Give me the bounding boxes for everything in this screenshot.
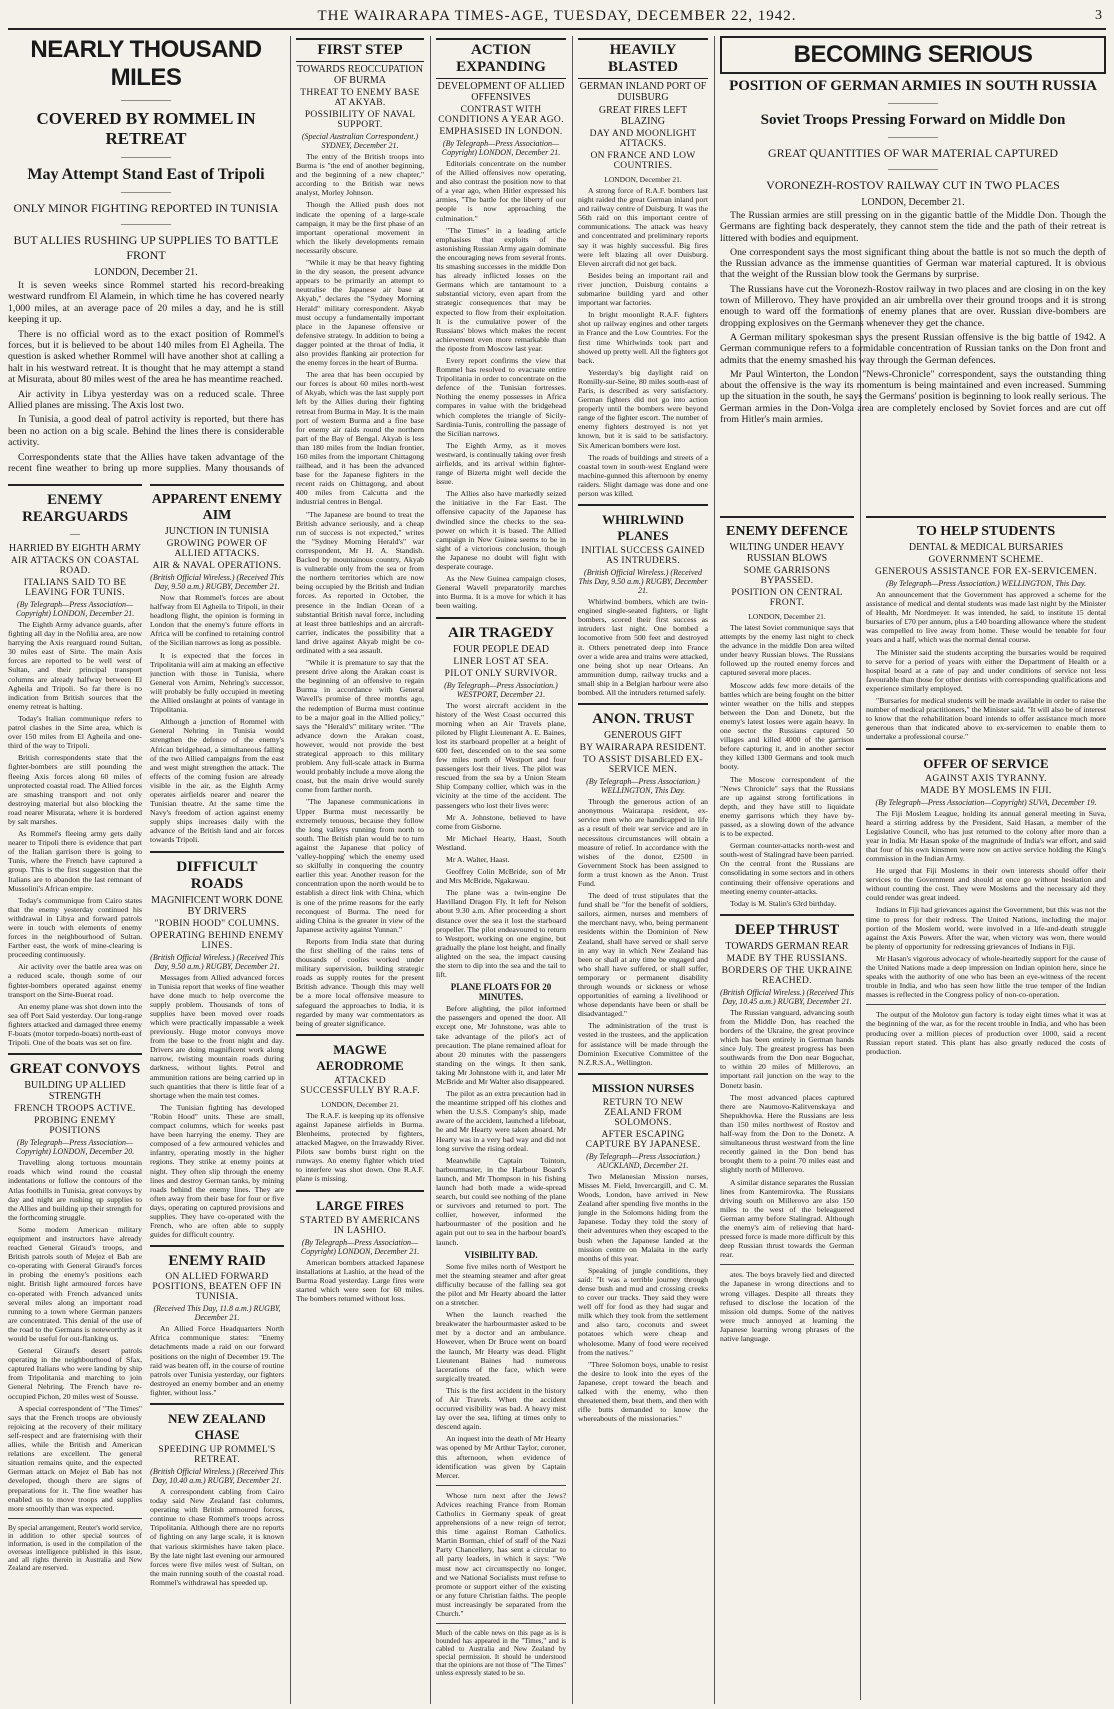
action-subhead-2: CONTRAST WITH CONDITIONS A YEAR AGO.	[438, 105, 564, 125]
students-byline: (By Telegraph—Press Association.) WELLINGTON, This Day.	[885, 579, 1086, 588]
fires-paragraph: American bombers attacked Japanese installations at Lashio, at the head of the Burma Road yesterday. Large fires were started which were seen for 60 miles. The bombers returned without loss.	[296, 1257, 424, 1303]
students-paragraph: An announcement that the Government has approved a scheme for the assistance of medical and dental students was made last night by the Minister of Health, Mr Nordmeyer. It was intended, he said, to institute 15 dental bursaries of £70 per annum, plus a £40 boarding allowance where the student was compelled to live away from home. These would be tenable for four years and a half, which was the normal dental course.	[866, 590, 1106, 645]
burma-paragraph: The entry of the British troops into Burma is "the end of another beginning, and the beginning of a new chapter," according to the British war news analyst, Morley Johnson.	[296, 152, 424, 198]
lead-subhead-1: COVERED BY ROMMEL IN RETREAT	[36, 109, 256, 148]
thrust-subhead-1: TOWARDS GERMAN REAR	[725, 940, 849, 952]
offer-paragraph: Mr Hasan's vigorous advocacy of whole-heartedly support for the cause of the United Nations made a deep impression on Indian opinion here, since he speaks with the authority of one who has been an eye-witness of the recent trouble in India, and who has seen how little the true temper of the Indian masses is reflected in the Congress policy of non-co-operation.	[866, 953, 1106, 1000]
students-subhead-1: DENTAL & MEDICAL BURSARIES	[908, 542, 1064, 553]
students-subhead-2: GOVERNMENT SCHEME.	[928, 555, 1044, 565]
lead-paragraph: There is no official word as to the exact position of Rommel's forces, but it is believed to be about 140 miles from El Agheila. The question is asked whether Rommel will have another shot at calling a halt in his westward retreat. It is thought that he may attempt a stand at Misurata, about 80 miles west of the area he has meantime reached.	[8, 328, 284, 386]
column-rule	[430, 36, 431, 1704]
convoys-byline: (By Telegraph—Press Association—Copyright) LONDON, December 20.	[15, 1138, 135, 1157]
fires-subhead-1: STARTED BY AMERICANS IN LASHIO.	[299, 1215, 421, 1236]
defence-dateline: LONDON, December 21.	[748, 612, 826, 621]
offer-byline: (By Telegraph—Press Association—Copyright) SUVA, December 19.	[875, 797, 1097, 807]
anontrust-paragraph: The administration of the trust is vested in the trustees, and the application for assistance will be made through the Dominion Executive Committee of the N.Z.R.S.A., Wellington.	[578, 1021, 708, 1067]
burma-paragraph: Though the Allied push does not indicate the opening of a large-scale campaign, it may be the first phase of an important operational movement in which the likely developments remain necessarily obscure.	[296, 200, 424, 255]
magwe-dateline: LONDON, December 21.	[321, 1099, 399, 1109]
planefloats-paragraph: Before alighting, the pilot informed the passengers and opened the door. All except one, Mr Johnstone, was able to take advantage of the pilot's act of precaution. The plane remained afloat for about 20 minutes with the passengers standing on the wings. It then sank, taking Mr Johnstone with it, and later Mr McBride and Mr Walter also disappeared.	[436, 1004, 566, 1086]
roads-subhead-2: "ROBIN HOOD" COLUMNS.	[154, 918, 280, 929]
magwe-paragraph: The R.A.F. is keeping up its offensive against Japanese airfields in Burma. Blenheims, protected by fighters, attacked Magwe, on the Irrawaddy River. Pilots saw bombs burst right on the runways. An enemy fighter which tried to interfere was shot down. One R.A.F. plane is missing.	[296, 1110, 424, 1184]
burma-paragraph: "The Japanese are bound to treat the British advance seriously, and a cheap run of success is not expected," writes the "Sydney Morning Herald's" war correspondent, Mr H. A. Standish. Backed by mountainous country, Akyab is vulnerable only from the sea or from the northern territories which are now being occupied by the British and Indian forces. As reported in October, the presence in the Indian Ocean of a substantial British naval force, including at least three battleships and an aircraft-carrier, indicates the possibility that a land drive against Akyab might be co-ordinated with a sea assault.	[296, 509, 424, 655]
blasted-subhead-3: DAY AND MOONLIGHT ATTACKS.	[589, 129, 697, 149]
blasted-paragraph: Besides being an important rail and river junction, Duisburg contains a submarine building yard and other important war factories.	[578, 270, 708, 308]
action-headline: ACTION EXPANDING	[436, 38, 566, 79]
enemy-paragraph: As Rommel's fleeing army gets daily nearer to Tripoli there is evidence that part of the Italian garrison there is going to Tunis, where the French have captured a group. This is the first suggestion that the Italians are to abandon the last remnant of Mussolini's African empire.	[8, 829, 142, 893]
blasted-dateline: LONDON, December 21.	[604, 175, 682, 184]
jews-footnote: Much of the cable news on this page as is is bounded has appeared in the "Times," and is cabled to Australia and New Zealand by special permission. It should be understood that the opinions are not those of "The Times" unless expressly stated to be so.	[436, 1629, 566, 1678]
visibility-paragraph: An inquest into the death of Mr Hearty was opened by Mr Arthur Taylor, coroner, this afternoon, when evidence of identification was given by Captain Mercer.	[436, 1434, 566, 1480]
nzchase-headline: NEW ZEALAND CHASE	[168, 1411, 266, 1442]
convoys-headline: GREAT CONVOYS	[9, 1061, 141, 1078]
enemy-paragraph: British correspondents state that the fighter-bombers are still pounding the fleeing Axis forces along 60 miles of unprotected coastal road. The Allied forces are smashing transport and not only destroying material but also blocking the road nearer Misurata, where it is bordered by salt marshes.	[8, 753, 142, 826]
thrust-paragraph: The Russian vanguard, advancing south from the Middle Don, has reached the borders of the Ukraine, the great province which has been entirely in German hands since July. The greatest progress has been southwards from the Don near Boguchar, to within 20 miles of Millerovo, an important rail junction on the way to the Donetz basin.	[720, 1007, 854, 1090]
blasted-paragraph: In bright moonlight R.A.F. fighters shot up railway engines and other targets in France and the Low Countries. For the first time Whirlwinds took part and showed up pretty well. All the fighters got back.	[578, 310, 708, 365]
mission-paragraph: Two Melanesian Mission nurses, Misses M. Field, Invercargill, and C. M. Woods, London, have arrived in New Zealand after spending five months in the jungle in the Solomons hiding from the Japanese. Today they told the story of their adventures when they escaped to the bush when the Japanese landed at the mission centre on Malaita in the early months of this year.	[578, 1171, 708, 1263]
anontrust-subhead-3: TO ASSIST DISABLED EX-SERVICE MEN.	[583, 755, 703, 776]
serious-subhead-1: POSITION OF GERMAN ARMIES IN SOUTH RUSSIA	[729, 78, 1097, 94]
convoys-subhead-1: BUILDING UP ALLIED STRENGTH	[24, 1080, 126, 1103]
enemy-paragraph: Air activity over the battle area was on a reduced scale, though some of our fighter-bombers operated against enemy transport on the Sirte-Buerat road.	[8, 962, 142, 999]
action-paragraph: As the New Guinea campaign closes, General Wavell preparatorily marches into Burma. It is a move for which it has been waiting.	[436, 574, 566, 611]
magwe-subhead-1: ATTACKED SUCCESSFULLY BY R.A.F.	[300, 1075, 420, 1096]
thrust-tail-paragraph: ates. The boys bravely lied and directed the Japanese in wrong directions and to wrong villages. Despite all threats they refused to disclose the location of the mission old dumps. Some of the natives were much annoyed at learning the Japanese learning wrong phrases of the native language.	[720, 1270, 854, 1343]
defence-paragraph: Today is M. Stalin's 63rd birthday.	[730, 898, 837, 908]
students-subhead-3: GENEROUS ASSISTANCE FOR EX-SERVICEMEN.	[874, 567, 1098, 577]
airtragedy-paragraph: Mr A. Walter, Haast.	[446, 855, 510, 864]
burma-paragraph: "While it is premature to say that the present drive along the Arakan coast is the beginning of an offensive to regain Burma in accordance with General Wavell's promise of three months ago, the redemption of Burma must continue to be a major goal in the Allied policy," says the "Herald's" military writer. "The advance down the Arakan coast, however, would not provide the best strategical approach to this military problem. Any full-scale attack in Burma would probably include a move along the coast, but the main drive would surely come from farther north.	[296, 658, 424, 795]
serious-subhead-4: VORONEZH-ROSTOV RAILWAY CUT IN TWO PLACES	[766, 178, 1060, 192]
offer-paragraph: The Fiji Moslem League, holding its annual general meeting in Suva, heard a stirring address by the President, Said Hasan, a member of the Legislative Council, who has just returned to the colony after more than a year in India. Mr Hasan spoke of the magnitude of India's war effort, and said that four of his own kinsmen were now on active service holding the King's commission in the Indian Army.	[866, 808, 1106, 863]
defence-paragraph: German counter-attacks north-west and south-west of Stalingrad have been parried. On the central front the Russians are consolidating in some sectors and in others continuing their offensive operations and meeting enemy counter-attacks.	[720, 841, 854, 896]
enemy-headline: ENEMY REARGUARDS	[22, 492, 128, 525]
serious-paragraph: A German military spokesman says the present Russian offensive is the big battle of 1942. A German communique refers to a formidable concentration of Russian tanks on the Don front and admits that the enemy smashed his way through the German defences.	[720, 331, 1106, 366]
airtragedy-paragraph: Geoffrey Colin McBride, son of Mr and Mrs McBride, Ngakawau.	[436, 867, 566, 886]
tunisia-byline: (British Official Wireless.) (Received This Day, 9.50 a.m.) RUGBY, December 21.	[150, 573, 284, 591]
enemy-paragraph: The Eighth Army advance guards, after fighting all day in the Nofilia area, are now harrying the Axis rearguard round Sultan, 30 miles east of Sirte. The main Axis forces are reported to be well west of Sultan, and their principal transport columns are already halfway between El Agheila and Tripoli. So far there is no indication from British sources that the enemy retreat is halting.	[8, 620, 142, 711]
magwe-headline: MAGWE AERODROME	[316, 1041, 404, 1073]
lead-paragraph: It is seven weeks since Rommel started his record-breaking westward rundfrom El Alamein, in which time he has covered nearly 1,000 miles, at an average pace of 20 miles a day, and he is still keeping it up.	[8, 280, 284, 326]
roads-headline: DIFFICULT ROADS	[176, 858, 258, 892]
whirlwind-headline: WHIRLWIND PLANES	[602, 512, 684, 544]
mission-subhead-1: RETURN TO NEW ZEALAND FROM SOLOMONS.	[602, 1097, 684, 1128]
blasted-paragraph: A strong force of R.A.F. bombers last night raided the great German inland port and railway centre of Duisburg. It was the 56th raid on this important centre of communications. The attack was heavy and concentrated and preliminary reports say it was highly successful. Big fires were left blazing all over Duisburg. Eleven aircraft did not get back.	[578, 186, 708, 268]
article-enemy-rearguards: ENEMY REARGUARDS — HARRIED BY EIGHTH ARMY AIR ATTACKS ON COASTAL ROAD. ITALIANS SAID TO BE LEAVING FOR TUNIS. (By Telegraph—Press Association—Copyright) LONDON, December 21. The Eighth Army advance guards, after fighting all day in the Nofilia area, are now harrying the Axis rearguard round Sultan, 30 miles east of Sirte. The main Axis forces are reported to be well west of Sultan, and their principal transport columns are already halfway between El Agheila and Tripoli. So far there is no indication from British sources that the enemy retreat is halting. Today's Italian communique refers to patrol clashes in the Sirte area, which is over 150 miles from El Agheila and one-third of the way to Tripoli. British correspondents state that the fighter-bombers are still pounding the fleeing Axis forces along 60 miles of unprotected coastal road. The Allied forces are smashing transport and not only destroying material but also blocking the road nearer Misurata, where it is bordered by salt marshes. As Rommel's fleeing army gets daily nearer to Tripoli there is evidence that part of the Italian garrison there is going to Tunis, where the French have captured a group. This is the first suggestion that the Italians are to abandon the last remnant of Mussolini's African empire. Today's communique from Cairo states that the enemy yesterday continued his withdrawal in Libya and forward patrols were in touch with elements of enemy forces in the neighbourhood of Sultan. Farther east, the work of mine-clearing is proceeding continuously. Air activity over the battle area was on a reduced scale, though some of our fighter-bombers operated against enemy transport on the Sirte-Buerat road. An enemy plane was shot down into the sea off Port Said yesterday. Our long-range fighters attacked and damaged three enemy F-boats (motor torpedo-boats) north-east of Tripoli. One of the boats was set on fire. GREAT CONVOYS BUILDING UP ALLIED STRENGTH FRENCH TROOPS ACTIVE. PROBING ENEMY POSITIONS (By Telegraph—Press Association—Copyright) LONDON, December 20. Travelling along tortuous mountain roads which wind round the coastal indentations or follow the contours of the Atlas foothills in Tunisia, great convoys by day and night are rushing up supplies to the Allies and building up their strength for the forthcoming struggle. Some modern American military equipment and instructors have already reached General Giraud's troops, and British patrols south of Mejez el Bab are co-operating with General Giraud's forces in probing the enemy's positions each night. British light armoured forces have co-operated with French advanced units several miles along an important road running to a town where German panzers are concentrated. This denial of the use of the road to the Germans is noteworthy as it would be useful for out-flanking us. General Giraud's desert patrols operating in the neighbourhood of Sfax, captured Italians who were landing by ship from Tripolitania and marching to join General Nehring. The French have re-occupied Pichon, 20 miles west of Sousse. A special correspondent of "The Times" says that the French troops are obviously rejoicing at the recovery of their military self-respect and are fraternising with their allies, while the British and American relations are excellent. The general situation remains quite, and the expected German attack on Mejez el Bab has not developed, though there are signs of preparations for it. The fine weather has enabled us to move troops and supplies more smoothly than was expected. By special arrangement, Reuter's world service, in addition to other special sources of information, is used in the compilation of the overseas intelligence published in this issue, and all rights therein in Australia and New Zealand are reserved.	[8, 478, 142, 1704]
offer-subhead-1: AGAINST AXIS TYRANNY.	[925, 773, 1047, 784]
students-paragraph: "Bursaries for medical students will be made available in order to raise the number of medical practitioners," the Minister said. "It will also be of interest to know that the rehabilitation board intends to offer assistance much more generous than that indicated above to ex-servicemen to enable them to undertake a professional course."	[866, 696, 1106, 742]
convoys-paragraph: Some modern American military equipment and instructors have already reached General Giraud's troops, and British patrols south of Mejez el Bab are co-operating with General Giraud's forces in probing the enemy's positions each night. British light armoured forces have co-operated with French advanced units several miles along an important road running to a town where German panzers are concentrated. This denial of the use of the road to the Germans is noteworthy as it would be useful for out-flanking us.	[8, 1224, 142, 1343]
blasted-subhead-4: ON FRANCE AND LOW COUNTRIES.	[590, 151, 696, 171]
airtragedy-paragraph: Mr Michael Hearty, Haast, South Westland.	[436, 833, 566, 852]
burma-subhead-3: POSSIBILITY OF NAVAL SUPPORT.	[304, 110, 416, 130]
serious-dateline: LONDON, December 21.	[861, 197, 965, 208]
lead-headline: NEARLY THOUSAND MILES	[30, 36, 262, 91]
visibility-paragraph: This is the first accident in the history of Air Travels. When the accident occurred visibility was bad. A heavy mist lay over the sea, lifting at times only to descend again.	[436, 1385, 566, 1432]
article-first-step	[296, 36, 424, 1704]
anontrust-byline: (By Telegraph—Press Association.) WELLINGTON, This Day.	[586, 777, 700, 796]
burma-paragraph: "The Japanese communications in Upper Burma must necessarily be extremely tenuous, because they follow the long valleys running from north to south. The British plan would be to turn against the Japanese that policy of 'valley-hopping' which the enemy used so skilfully in conquering the country earlier this year. Another reason for the concentration upon the north would be to establish a direct link with China, which is one of the prime reasons for the early reconquest of Burma. The need for aiding China is the greater in view of the Japanese activity against Yunnan."	[296, 797, 424, 934]
airtragedy-paragraph: Mr A. Johnstone, believed to have come from Gisborne.	[436, 812, 566, 831]
mission-paragraph: "Three Solomon boys, unable to resist the desire to look into the eyes of the Japanese, crept toward the beach and talked with the enemy, who then threatened them, beat them, and then with rifle butts demanded to know the whereabouts of the missionaries."	[578, 1359, 708, 1424]
action-paragraph: The Eighth Army, as it moves westward, is continually taking over fresh airfields, and its arrival within fighter-range of Bizerta might well decide the issue.	[436, 440, 566, 487]
convoys-footnote: By special arrangement, Reuter's world service, in addition to other special sources of information, is used in the compilation of the overseas intelligence published in this issue, and all rights therein in Australia and New Zealand are reserved.	[8, 1523, 142, 1572]
whirlwind-subhead-1: INITIAL SUCCESS GAINED AS INTRUDERS.	[581, 546, 705, 567]
tunisia-paragraph: Although a junction of Rommel with General Nehring in Tunisia would strengthen the defence of the enemy's African bridgehead, a simultaneous falling of the two Allied campaigns from the east and west might strengthen the attack. The effects of the coming fusion are already visible in the air, as the Eighth Army operates airfields nearer and nearer the Tunisian theatre. At the same time the Navy's freedom of action against enemy supply ships increases daily with the advance of the British land and air forces towards Tripoli.	[150, 717, 284, 845]
visibility-headline: VISIBILITY BAD.	[464, 1249, 538, 1260]
article-action-expanding	[436, 36, 566, 1704]
enemy-subhead-1: HARRIED BY EIGHTH ARMY	[8, 543, 142, 554]
students-paragraph: The Minister said the students accepting the bursaries would be required to serve for a period of years with either the Department of Health or a hospital board at a rate of pay and under conditions of service not less favourable than those for other dentists with corresponding qualifications and experience similarly employed.	[866, 647, 1106, 693]
roads-byline: (British Official Wireless.) (Received This Day, 9.50 a.m.) RUGBY, December 21.	[150, 952, 284, 971]
mission-paragraph: Speaking of jungle conditions, they said: "It was a terrible journey through dense bush and mud and crossing creeks to cover our tracks. They said they were well off for food as they had sugar and milk which they took from the settlement and also taro, coconuts and sweet potatoes which were cheap and wholesome. Many of food were received from the natives."	[578, 1265, 708, 1357]
tunisia-paragraph: Now that Rommel's forces are about halfway from El Agheila to Tripoli, in their headlong flight, the opinion is forming in London that the enemy's future efforts in Africa will be confined to retaining control of the Sicilian narrows as long as possible.	[150, 593, 284, 648]
burma-headline: FIRST STEP	[296, 38, 424, 62]
offer-paragraph: Indians in Fiji had grievances against the Government, but this was not the time to press for their redress. The United Nations, including the major portion of the Moslem world, were involved in a life-and-death struggle against the Axis Powers. After the war, when victory was won, there would be plenty of opportunity for redressing grievances of Indians in Fiji.	[866, 905, 1106, 951]
defence-paragraph: Moscow adds few more details of the battles which are being fought on the bitter winter weather on the hills and steppes between the Don and Donetz, but the enemy's latest losses were again heavy. In one sector the Russians captured 50 villages and killed 4000 of the garrison before capturing it, and in another sector they killed 1300 Germans and took much booty.	[720, 680, 854, 772]
enemy-paragraph: Today's Italian communique refers to patrol clashes in the Sirte area, which is over 150 miles from El Agheila and one-third of the way to Tripoli.	[8, 713, 142, 751]
convoys-paragraph: Travelling along tortuous mountain roads which wind round the coastal indentations or follow the contours of the Atlas foothills in Tunisia, great convoys by day and night are rushing up supplies to the Allies and building up their strength for the forthcoming struggle.	[8, 1158, 142, 1222]
action-paragraph: The Allies also have markedly seized the initiative in the Far East. The offensive capacity of the Japanese has dwindled since the checks to the sea-power on which it is based. The Allied campaign in New Guinea seems to be in sight of a victorious conclusion, though the Japanese no doubt will fight with desperate courage.	[436, 489, 566, 572]
fires-byline: (By Telegraph—Press Association—Copyright) LONDON, December 21.	[300, 1237, 420, 1256]
lead-paragraph: In Tunisia, a good deal of patrol activity is reported, but there has been no action on a big scale. Behind the lines there is considerable activity.	[8, 414, 284, 449]
thrust-subhead-3: BORDERS OF THE UKRAINE REACHED.	[721, 965, 853, 986]
mission-headline: MISSION NURSES	[591, 1080, 695, 1095]
airtragedy-subhead-3: PILOT ONLY SURVIVOR.	[444, 668, 558, 679]
lead-article: NEARLY THOUSAND MILES ————— COVERED BY ROMMEL IN RETREAT ————— May Attempt Stand East of Tripoli ————— ONLY MINOR FIGHTING REPORTED IN TUNISIA ————— BUT ALLIES RUSHING UP SUPPLIES TO BATTLE FRONT LONDON, December 21. It is seven weeks since Rommel started his record-breaking westward rundfrom El Alamein, in which time he has covered nearly 1,000 miles, at an average pace of 20 miles a day, and he is still keeping it up. There is no official word as to the exact position of Rommel's forces, but it is believed to be about 140 miles from El Agheila. The question is asked whether Rommel will have another shot at calling a halt in his westward retreat. It is thought that he may attempt a stand at Misurata, about 80 miles west of the area he has meantime reached. Air activity in Libya yesterday was on a reduced scale. Three Allied planes are missing. The Axis lost two. In Tunisia, a good deal of patrol activity is reported, but there has been no action on a big scale. Behind the lines there is considerable activity. Correspondents state that the Allies have taken advantage of the recent fine weather to bring up more supplies. Many thousands of	[8, 36, 284, 476]
airtragedy-byline: (By Telegraph—Press Association.) WESTPORT, December 21.	[444, 680, 558, 699]
masthead	[8, 6, 1106, 30]
blasted-paragraph: The roads of buildings and streets of a coastal town in south-west England were machine-gunned this afternoon by enemy raiders. Slight damage was done and one person was killed.	[578, 452, 708, 498]
roads-subhead-1: MAGNIFICENT WORK DONE BY DRIVERS	[151, 894, 283, 917]
column-rule	[714, 36, 715, 1704]
nzchase-subhead-1: SPEEDING UP ROMMEL'S RETREAT.	[158, 1445, 276, 1465]
burma-paragraph: The area that has been occupied by our forces is about 60 miles north-west of Akyab, which was the last supply port left by the Allies during their fighting retreat from Burma in May. It is the main port of western Burma and a fine base for enemy air raids round the northern part of the Bay of Bengal. Akyab is less than 180 miles from the Indian frontier, 160 miles from the important Chittagong railhead, and it has been the advanced base for the Japanese fighters in the recent raids on Chittagong, and about 400 miles from Calcutta and the industrial centres in Bengal.	[296, 370, 424, 507]
action-paragraph: Every report confirms the view that Rommel has resolved to evacuate entire Tripolitania in order to concentrate on the defence of the Tunisian fortresses. Nothing the enemy possesses in Africa compares in value with the bridgehead which completes the triangle of Sicily-Sardinia-Tunis, controlling the passage of the Sicilian narrows.	[436, 355, 566, 438]
action-paragraph: "The Times" in a leading article emphasises that exploits of the astonishing Russian Army again dominate the encouraging news from several fronts. Its smashing successes in the middle Don has already inflicted losses on the Germans which are tantamount to a substantial victory, even apart from the strategic consequences that may be expected to flow from their exploitation. It is the cumulative power of the Russians' blows which makes the recent achievement even more remarkable than the riposte from Moscow last year.	[436, 225, 566, 353]
anontrust-headline: ANON. TRUST	[592, 711, 694, 728]
defence-headline: ENEMY DEFENCE	[726, 524, 848, 539]
offer-headline: OFFER OF SERVICE	[923, 755, 1049, 771]
thrust-paragraph: A similar distance separates the Russian lines from Kantemirovka. The Russians driving south on Millerovo are also 150 miles to the west of the beleaguered German army before Stalingrad. Although the enemy's aim of relieving that hard-pressed force is made more difficult by this deep Russian thrust towards the German rear.	[720, 1177, 854, 1260]
serious-paragraph: One correspondent says the most significant thing about the battle is not so much the depth of the Russian advance as the immense quantities of German war material captured. It is obvious that the weight of the Russian blow took the Germans by surprise.	[720, 246, 1106, 281]
defence-paragraph: The latest Soviet communique says that attempts by the enemy last night to check the advance in the middle Don area wilted under heavy Russian blows. The Russians followed up the routed enemy forces and captured several more places.	[720, 623, 854, 678]
article-apparent-enemy-aim	[150, 478, 284, 1704]
lead-subhead-4: BUT ALLIES RUSHING UP SUPPLIES TO BATTLE FRONT	[13, 233, 279, 262]
column-rule	[860, 300, 861, 1700]
airtragedy-paragraph: The worst aircraft accident in the history of the West Coast occurred this morning when an Air Travels plane, piloted by Flight Lieutenant A. E. Baines, lost its starboard propeller at a height of 600 feet, descended on to the sea some few miles north of Westport and four passengers lost their lives. The pilot was rescued from the sea by a Union Steam Ship Company collier, which was in the vicinity at the time of the accident. The passengers who lost their lives were:	[436, 700, 566, 810]
action-subhead-1: DEVELOPMENT OF ALLIED OFFENSIVES	[437, 81, 565, 103]
airtragedy-paragraph: The plane was a twin-engine De Havilland Dragon Fly. It left for Nelson about 9.30 a.m. After proceeding a short distance over the sea it lost the starboard propeller. The pilot endeavoured to return to Westport, working on one engine, but gradually the plane lost height, and finally alighted on the sea, the impact causing the stern to dip into the sea and the tail to lift.	[436, 888, 566, 980]
masthead-title: THE WAIRARAPA TIMES-AGE, TUESDAY, DECEMBER 22, 1942.	[317, 8, 797, 24]
airtragedy-headline: AIR TRAGEDY	[448, 624, 554, 641]
article-heavily-blasted	[578, 36, 708, 1704]
column-rule	[290, 36, 291, 1704]
page-number: 3	[1095, 8, 1102, 23]
burma-subhead-2: THREAT TO ENEMY BASE AT AKYAB.	[300, 88, 420, 108]
enemy-byline: (By Telegraph—Press Association—Copyright) LONDON, December 21.	[15, 600, 135, 618]
convoys-subhead-2: FRENCH TROOPS ACTIVE.	[14, 1104, 136, 1115]
tunisia-headline: APPARENT ENEMY AIM	[151, 492, 283, 523]
burma-byline: (Special Australian Correspondent.) SYDNEY, December 21.	[301, 132, 419, 150]
tunisia-subhead-3: AIR & NAVAL OPERATIONS.	[152, 561, 282, 571]
anontrust-subhead-1: GENEROUS GIFT	[603, 730, 683, 742]
article-becoming-serious: BECOMING SERIOUS POSITION OF GERMAN ARMIES IN SOUTH RUSSIA ————— Soviet Troops Pressing Forward on Middle Don ————— GREAT QUANTITIES OF WAR MATERIAL CAPTURED ————— VORONEZH-ROSTOV RAILWAY CUT IN TWO PLACES LONDON, December 21. The Russian armies are still pressing on in the gigantic battle of the Middle Don. Though the Germans are fighting back desperately, they cannot stem the tide and the path of their retreat is littered with bodies and equipment. One correspondent says the most significant thing about the battle is not so much the depth of the Russian advance as the immense quantities of German war material captured. It is obvious that the weight of the Russian blow took the Germans by surprise. The Russians have cut the Voronezh-Rostov railway in two places and are closing in on the key town of Millerovo. They have provided an air umbrella over their ground troops and it is strong enough to ward off the formations of enemy planes that are over. Russian dive-bombers are dropping explosives on the Germans whenever they get the chance. A German military spokesman says the present Russian offensive is the big battle of 1942. A German communique refers to a formidable concentration of Russian tanks on the Don front and admits that the enemy smashed his way through the German defences. Mr Paul Winterton, the London "News-Chronicle" correspondent, says the outstanding thing about the offensive is the way its momentum is being maintained and even increased. Summing up the situation in the south, he says the Germans' position is beginning to look really serious. The German armies in the Don-Volga area are completely enclosed by Soviet forces and are cut off from Hitler's main armies.	[720, 36, 1106, 506]
blasted-subhead-2: GREAT FIRES LEFT BLAZING	[598, 105, 688, 127]
burma-paragraph: "While it may be that heavy fighting in the dry season, the present advance appears to be primarily an attempt to neutralise the Japanese air base at Akyab," declares the "Sydney Morning Herald" military correspondent. Akyab must occupy a fundamentally important place in the Japanese offensive or defensive strategy. In addition to being a dagger pointed at the throat of India, it also provides flanking air protection for the enemy forces in the heart of Burma.	[296, 258, 424, 368]
convoys-subhead-3: PROBING ENEMY POSITIONS	[34, 1116, 116, 1137]
whirlwind-byline: (British Official Wireless.) (Received This Day, 9.50 a.m.) RUGBY, December 21.	[578, 568, 708, 596]
anontrust-paragraph: The deed of trust stipulates that the fund shall be "for the benefit of soldiers, sailors, airmen, nurses and members of the merchant navy, who, being permanent residents within the Dominion of New Zealand, shall have served or shall serve in any way in which New Zealand has been or shall at any time be engaged and who shall have suffered, or shall suffer, temporary or permanent disability through wounds or sickness or whose opportunities of earning a livelihood or whose dependants have been or shall be disadvantaged."	[578, 891, 708, 1019]
offer-subhead-2: MADE BY MOSLEMS IN FIJI.	[920, 785, 1052, 796]
anontrust-subhead-2: BY WAIRARAPA RESIDENT.	[579, 743, 707, 754]
mission-byline: (By Telegraph—Press Association.) AUCKLAND, December 21.	[586, 1151, 700, 1170]
lead-dateline: LONDON, December 21.	[94, 267, 198, 278]
convoys-paragraph: A special correspondent of "The Times" says that the French troops are obviously rejoicing at the recovery of their military self-respect and are fraternising with their allies, while the British and American relations are excellent. The general situation remains quite, and the expected German attack on Mejez el Bab has not developed, though there are signs of preparations for it. The fine weather has enabled us to move troops and supplies more smoothly than was expected.	[8, 1403, 142, 1513]
raid-byline: (Received This Day, 11.8 a.m.) RUGBY, December 21.	[153, 1304, 281, 1323]
article-to-help-students	[866, 510, 1106, 1704]
molotov-paragraph: The output of the Molotov gun factory is today eight times what it was at the beginning of the war, as for the recent trouble in India, and who has been producing over a million pieces of production over 1000, said a recent Russian report stated. This plant has also greatly reduced the costs of production.	[866, 1010, 1106, 1056]
whirlwind-paragraph: Whirlwind bombers, which are twin-engined single-seated fighters, or light bombers, scored their first success as intruders last night. One bombed a locomotive from 500 feet and destroyed it. Others penetrated deep into France over a wide area and trains were attacked, one being shot up near Orleans. An ammunition dump, railway trucks and a small ship in a Belgian harbour were also bombed. All the intruders returned safely.	[578, 597, 708, 698]
burma-subhead-1: TOWARDS REOCCUPATION OF BURMA	[297, 64, 423, 86]
serious-paragraph: Mr Paul Winterton, the London "News-Chronicle" correspondent, says the outstanding thing about the offensive is the way its momentum is being maintained and even increased. Summing up the situation in the south, he says the Germans' position is beginning to look really serious. The German armies in the Don-Volga area are completely enclosed by Soviet forces and are cut off from Hitler's main armies.	[720, 368, 1106, 426]
mission-subhead-2: AFTER ESCAPING CAPTURE BY JAPANESE.	[585, 1129, 701, 1150]
raid-subhead-1: ON ALLIED FORWARD POSITIONS, BEATEN OFF IN TUNISIA.	[152, 1272, 282, 1303]
planefloats-paragraph: Meanwhile Captain Tointon, harbourmaster, in the Harbour Board's launch, and Mr Thompson in his fishing launch had both made a wide-spread search, but could see nothing of the plane or survivors and returned to port. The collier, however, informed the harbourmaster of the position and he again put out to sea in the harbour board's launch.	[436, 1155, 566, 1247]
convoys-paragraph: General Giraud's desert patrols operating in the neighbourhood of Sfax, captured Italians who were landing by ship from Tripolitania and marching to join General Nehring. The French have re-occupied Pichon, 20 miles west of Sousse.	[8, 1346, 142, 1401]
roads-paragraph: Messages from Allied advanced forces in Tunisia report that weeks of fine weather have done much to help overcome the supply problem. Thousands of tons of supplies have been moved over roads which were practically impassable a week previously. Huge motor convoys move from the base to the front night and day. Drivers are doing magnificent work along narrow, twisting mountain roads during darkness, without lights. Petrol and ammunition rations are being carried up in such quantities that there is little fear of a shortage when the main test comes.	[150, 972, 284, 1100]
thrust-headline: DEEP THRUST	[734, 921, 840, 938]
planefloats-paragraph: The pilot as an extra precaution had in the meantime stripped off his clothes and when the U.S.S. Company's ship, made aware of the accident, launched a lifeboat, he and Mr Hearty were taken aboard. Mr Hearty was in a very bad way and did not long survive the rising ordeal.	[436, 1089, 566, 1153]
thrust-paragraph: The most advanced places captured there are Naumovo-Kalitvenskaya and Shepukhovka. Here the Russians are less than 150 miles northwest of Rostov and half-way from the Don to the Donetz. A simultaneous thrust westward from the line recently gained in the Don bend has brought them to a point 70 miles east and slightly north of Millerovo.	[720, 1092, 854, 1175]
action-subhead-3: EMPHASISED IN LONDON.	[439, 127, 563, 137]
serious-subhead-2: Soviet Troops Pressing Forward on Middle Don	[760, 112, 1066, 128]
action-byline: (By Telegraph—Press Association—Copyright) LONDON, December 21.	[441, 139, 561, 157]
visibility-paragraph: Some five miles north of Westport he met the steaming steamer and after great difficulty because of the falling sea got the pilot and Mr Hearty aboard the latter on a stretcher.	[436, 1261, 566, 1308]
visibility-paragraph: When the launch reached the breakwater the harbourmaster asked to be met by a doctor and an ambulance. However, when Dr Bruce went on board the launch, Mr Hearty was dead. Flight Lieutenant Baines had numerous lacerations of the face, which were surgically treated.	[436, 1310, 566, 1383]
serious-headline: BECOMING SERIOUS	[793, 41, 1033, 68]
defence-subhead-1: WILTING UNDER HEAVY RUSSIAN BLOWS	[729, 542, 845, 564]
defence-subhead-3: POSITION ON CENTRAL FRONT.	[731, 588, 843, 608]
tunisia-subhead-1: JUNCTION IN TUNISIA	[164, 526, 270, 537]
airtragedy-subhead-1: FOUR PEOPLE DEAD	[452, 643, 550, 655]
nzchase-byline: (British Official Wireless.) (Received This Day, 10.40 a.m.) RUGBY, December 21.	[150, 1467, 284, 1485]
anontrust-paragraph: Through the generous action of an anonymous Wairarapa resident, ex-service men who are handicapped in life as a result of their war service and are in necessitous circumstances will obtain a measure of relief. In accordance with the wishes of the donor, £2500 in Government Stock has been assigned to form a trust known as the Anon. Trust Fund.	[578, 797, 708, 888]
lead-subhead-2: May Attempt Stand East of Tripoli	[27, 166, 265, 183]
action-paragraph: Editorials concentrate on the number of the Allied offensives now operating, and also contrast the position now to that of a year ago, when Hitler expressed his armies, "The battle for the liberty of our people is now approaching the culmination."	[436, 159, 566, 223]
defence-paragraph: The Moscow correspondent of the "News Chronicle" says that the Russians are up against strong fortifications in depth, and they have still to liquidate enemy garrisons which they have by-passed, as a slowing down of the advance is to be expected.	[720, 774, 854, 839]
fires-headline: LARGE FIRES	[316, 1197, 404, 1213]
lead-subhead-3: ONLY MINOR FIGHTING REPORTED IN TUNISIA	[13, 201, 279, 215]
article-enemy-defence	[720, 510, 854, 1704]
defence-subhead-2: SOME GARRISONS BYPASSED.	[743, 566, 831, 586]
raid-headline: ENEMY RAID	[168, 1253, 266, 1270]
serious-paragraph: The Russian armies are still pressing on in the gigantic battle of the Middle Don. Though the Germans are fighting back desperately, they cannot stem the tide and the path of their retreat is littered with bodies and equipment.	[720, 210, 1106, 244]
serious-paragraph: The Russians have cut the Voronezh-Rostov railway in two places and are closing in on the key town of Millerovo. They have provided an air umbrella over their ground troops and it is strong enough to ward off the formations of enemy planes that are over. Russian dive-bombers are dropping explosives on the Germans whenever they get the chance.	[720, 283, 1106, 329]
enemy-paragraph: An enemy plane was shot down into the sea off Port Said yesterday. Our long-range fighters attacked and damaged three enemy F-boats (motor torpedo-boats) north-east of Tripoli. One of the boats was set on fire.	[8, 1001, 142, 1048]
enemy-paragraph: Today's communique from Cairo states that the enemy yesterday continued his withdrawal in Libya and forward patrols were in touch with elements of enemy forces in the neighbourhood of Sultan. Farther east, the work of mine-clearing is proceeding continuously.	[8, 895, 142, 960]
serious-subhead-3: GREAT QUANTITIES OF WAR MATERIAL CAPTURED	[767, 146, 1059, 160]
tunisia-paragraph: It is expected that the forces in Tripolitania will aim at making an effective junction with those in Tunisia, where General von Arnim, Nehring's successor, will probably be fully occupied in meeting the Allied onslaught at points of vantage in Tripolitania.	[150, 650, 284, 715]
raid-paragraph: An Allied Force Headquarters North Africa communique states: "Enemy detachments made a raid on our forward positions on the night of December 19. The raid was beaten off, in the course of routine patrols over Tunisia yesterday, our fighters destroyed an enemy bomber and an enemy fighter, without loss."	[150, 1324, 284, 1397]
enemy-subhead-3: ITALIANS SAID TO BE LEAVING FOR TUNIS.	[23, 578, 127, 598]
students-headline: TO HELP STUDENTS	[916, 524, 1056, 539]
blasted-subhead-1: GERMAN INLAND PORT OF DUISBURG	[579, 81, 707, 103]
thrust-subhead-2: MADE BY THE RUSSIANS.	[726, 953, 848, 964]
blasted-headline: HEAVILY BLASTED	[578, 38, 708, 79]
offer-paragraph: He urged that Fiji Moslems in their own interests should offer their services to the Government and should at once go without hesitation and without counting the cost. They were Moslems and the necessary aid they could render was great indeed.	[866, 866, 1106, 903]
roads-paragraph: The Tunisian fighting has developed "Robin Hood" units. These are small, compact columns, which for weeks past have been harrying the enemy. They are composed of a few armoured vehicles and infantry, operating mostly in the higher regions. They strike at enemy points at night. They often slip through the enemy lines and destroy German tanks, by mining roads behind the enemy lines. They are often away from their base for four or five days, operating on captured provisions and supplies. They have co-operated with the French, who are often able to supply guides for difficult country.	[150, 1102, 284, 1240]
blasted-paragraph: Yesterday's big daylight raid on Romilly-sur-Seine, 80 miles south-east of Paris, is described as very satisfactory. German fighters did not go into action properly until the bombers were beyond range of the fighter escort. The number of enemy fighters destroyed is not yet known, but it is said to be satisfactory. Six American bombers were lost.	[578, 367, 708, 450]
airtragedy-subhead-2: LINER LOST AT SEA.	[453, 656, 549, 667]
column-rule	[572, 36, 573, 1704]
enemy-subhead-2: AIR ATTACKS ON COASTAL ROAD.	[10, 556, 140, 576]
roads-subhead-3: OPERATING BEHIND ENEMY LINES.	[150, 930, 284, 951]
thrust-byline: (British Official Wireless.) (Received This Day, 10.45 a.m.) RUGBY, December 21.	[720, 987, 854, 1006]
lead-paragraph: Correspondents state that the Allies have taken advantage of the recent fine weather to bring up more supplies. Many thousands of	[8, 451, 284, 475]
planefloats-headline: PLANE FLOATS FOR 20 MINUTES.	[450, 982, 552, 1003]
lead-paragraph: Air activity in Libya yesterday was on a reduced scale. Three Allied planes are missing. The Axis lost two.	[8, 388, 284, 412]
burma-paragraph: Reports from India state that during the first shelling of the rains tens of thousands of coolies worked under military supervision, building strategic roads as supply routes for the present British advance. Though this may well be a more local offensive measure to safeguard the approaches to India, it is regarded by many war commentators as being of greater significance.	[296, 936, 424, 1028]
nzchase-paragraph: A correspondent cabling from Cairo today said New Zealand fast columns, operating with British armoured forces, continue to chase Rommel's troops across Tripolitania. Although there are no reports of fighting on any large scale, it is known that various skirmishes have taken place. By the late night last evening our armoured forces were five miles west of Sultan, on the main running south of the coastal road. Rommel's withdrawal has speeded up.	[150, 1487, 284, 1587]
tunisia-subhead-2: GROWING POWER OF ALLIED ATTACKS.	[166, 539, 268, 559]
jews-paragraph: Whose turn next after the Jews? Advices reaching France from Roman Catholics in Germany speak of great apprehensions of a new reign of terror, this time against Roman Catholics. Martin Borman, chief of staff of the Nazi Party Chancellery, has sent a circular to all party leaders, in which it says: "We must now act circumspectly no longer, and we National Socialists must refuse to promote or support either of the existing or any future Christian faiths. The people must increasingly be separated from the Church."	[436, 1490, 566, 1619]
